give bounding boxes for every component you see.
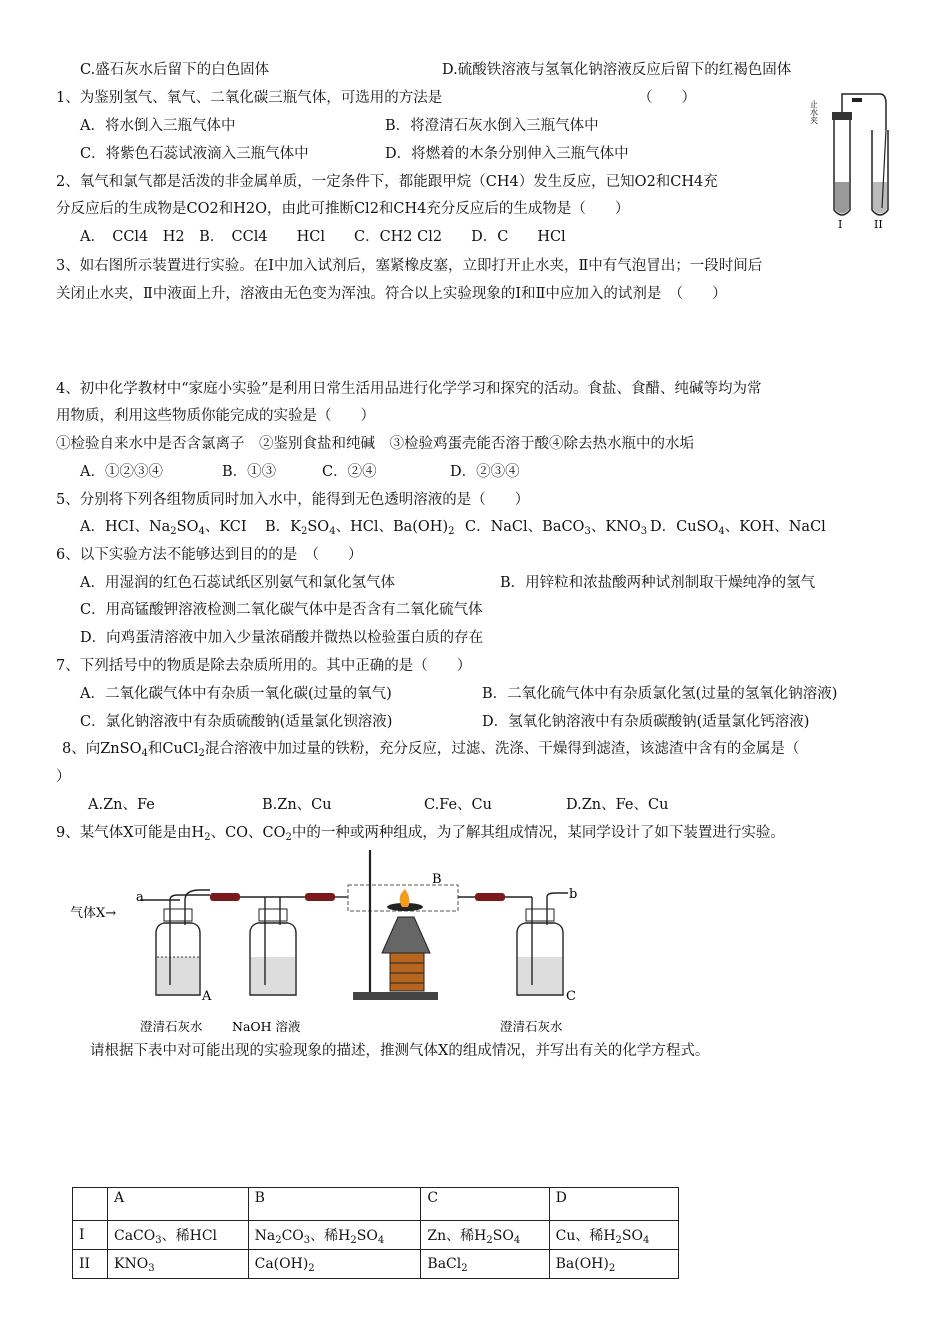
q8-option-c: C.Fe、Cu [424,797,492,813]
clamp-label: 止水夹 [810,100,819,124]
q4-line3: ①检验自来水中是否含氯离子 ②鉴别食盐和纯碱 ③检验鸡蛋壳能否溶于酸④除去热水瓶中的水垢 [56,436,694,452]
table-cell: $KNO_3$ [108,1250,249,1279]
water-clamp [852,98,862,102]
caption-limewater-c: 澄清石灰水 [500,1019,563,1034]
q4-option-d: D．②③④ [450,464,520,480]
q5-stem: 5、分别将下列各组物质同时加入水中，能得到无色透明溶液的是（ ） [56,492,530,508]
q2-options: A． CCl4 H2 B． CCl4 HCl C．CH2 Cl2 D．C HCl [80,229,566,245]
q7-option-d: D．氢氧化钠溶液中有杂质碳酸钠(适量氯化钙溶液) [482,714,810,730]
q5-option-c: C．NaCl、BaCO$_3$、$KNO_3$ [465,519,648,537]
stand-base [353,992,438,1000]
point-b-label: b [569,887,578,902]
table-row [73,1221,679,1250]
tube-1-label: I [838,218,843,230]
reagent-table [72,1187,679,1279]
table-cell: II [73,1250,108,1279]
q6-option-a: A．用湿润的红色石蕊试纸区别氨气和氯化氢气体 [80,575,395,591]
q1-stem: 1、为鉴别氢气、氧气、二氧化碳三瓶气体，可选用的方法是 [56,90,443,106]
option-d-top: D.硫酸铁溶液与氢氧化钠溶液反应后留下的红褐色固体 [442,62,792,78]
q4-option-b: B．①③ [222,464,277,480]
table-cell: $Ca(OH)_2$ [248,1250,421,1279]
q8-line1: 8、向ZnSO$_4$和CuCl$_2$混合溶液中加过量的铁粉，充分反应，过滤、洗涤、干燥得到滤渣，该滤渣中含有的金属是（ [62,741,800,759]
q2-line2: 分反应后的生成物是CO2和H2O，由此可推断Cl2和CH4充分反应后的生成物是（ ） [56,201,630,217]
gas-x-label: 气体X→ [70,906,117,921]
tube-2-label: II [874,218,883,230]
table-cell: I [73,1221,108,1250]
label-C: C [566,989,576,1004]
table-cell: B [248,1188,421,1221]
q3-line1: 3、如右图所示装置进行实验。在Ⅰ中加入试剂后，塞紧橡皮塞，立即打开止水夹，Ⅱ中有气泡冒出；一段时间后 [56,258,763,274]
tube-1-liquid [835,182,849,214]
q7-stem: 7、下列括号中的物质是除去杂质所用的。其中正确的是（ ） [56,658,472,674]
point-a-label: a [136,890,144,905]
q6-option-d: D．向鸡蛋清溶液中加入少量浓硝酸并微热以检验蛋白质的存在 [80,630,484,646]
q8-line2: ） [56,769,71,785]
table-cell [73,1188,108,1221]
q1-option-d: D．将燃着的木条分别伸入三瓶气体中 [385,146,629,162]
q6-option-c: C．用高锰酸钾溶液检测二氧化碳气体中是否含有二氧化硫气体 [80,602,483,618]
q4-option-a: A．①②③④ [80,464,163,480]
q1-option-c: C．将紫色石蕊试液滴入三瓶气体中 [80,146,309,162]
q4-option-c: C．②④ [322,464,377,480]
q7-option-c: C．氯化钠溶液中有杂质硫酸钠(适量氯化钡溶液) [80,714,393,730]
table-cell: Cu、稀$H_2SO_4$ [549,1221,678,1250]
label-B: B [432,872,442,887]
table-row [73,1250,679,1279]
q6-stem: 6、以下实验方法不能够达到目的的是 （ ） [56,547,363,563]
stopper-1 [832,112,852,120]
table-cell: A [108,1188,249,1221]
q9-note: 请根据下表中对可能出现的实验现象的描述，推测气体X的组成情况，并写出有关的化学方程式。 [90,1043,710,1059]
q8-option-a: A.Zn、Fe [88,797,155,813]
caption-limewater-a: 澄清石灰水 [140,1019,203,1034]
q1-option-a: A．将水倒入三瓶气体中 [80,118,236,134]
table-cell: D [549,1188,678,1221]
q7-option-a: A．二氧化碳气体中有杂质一氧化碳(过量的氧气) [80,686,392,702]
table-cell: C [421,1188,549,1221]
table-cell: CaCO$_3$、稀HCl [108,1221,249,1250]
caption-naoh: NaOH 溶液 [232,1019,301,1034]
q6-option-b: B．用锌粒和浓盐酸两种试剂制取干燥纯净的氢气 [500,575,816,591]
q8-option-d: D.Zn、Fe、Cu [566,797,669,813]
q5-option-b: B．$K_2SO_4$、HCl、$Ba(OH)_2$ [265,519,455,537]
label-A: A [202,989,212,1004]
table-cell: Zn、稀$H_2SO_4$ [421,1221,549,1250]
bottle-c [505,893,568,995]
table-cell: $Na_2CO_3$、稀$H_2SO_4$ [248,1221,421,1250]
option-c-top: C.盛石灰水后留下的白色固体 [80,62,270,78]
table-cell: $Ba(OH)_2$ [549,1250,678,1279]
q7-option-b: B．二氧化硫气体中有杂质氯化氢(过量的氢氧化钠溶液) [482,686,838,702]
q5-option-d: D．CuSO$_4$、KOH、NaCl [650,519,826,537]
q3-line2: 关闭止水夹，Ⅱ中液面上升，溶液由无色变为浑浊。符合以上实验现象的Ⅰ和Ⅱ中应加入的试剂是 （ ） [56,286,727,302]
q5-option-a: A．HCI、$Na_2SO_4$、KCI [80,519,247,537]
q1-option-b: B．将澄清石灰水倒入三瓶气体中 [385,118,599,134]
q8-option-b: B.Zn、Cu [262,797,332,813]
q2-line1: 2、氧气和氯气都是活泼的非金属单质，一定条件下，都能跟甲烷（CH4）发生反应，已知O2和CH4充 [56,174,718,190]
table-cell: BaCl$_2$ [421,1250,549,1279]
tube-2-liquid [873,182,887,214]
table-header-row [73,1188,679,1221]
q9-stem: 9、某气体X可能是由$H_2$、CO、$CO_2$中的一种或两种组成，为了解其组成情况，某同学设计了如下装置进行实验。 [56,825,785,843]
bottle-naoh [250,897,305,995]
q1-paren: （ ） [638,90,696,106]
q4-line1: 4、初中化学教材中“家庭小实验”是利用日常生活用品进行化学学习和探究的活动。食盐、食醋、纯碱等均为常 [56,381,762,397]
bottle-a [156,890,210,995]
q4-line2: 用物质，利用这些物质你能完成的实验是（ ） [56,408,375,424]
gas-apparatus-figure [60,845,620,1040]
tube-apparatus-figure [810,90,910,230]
